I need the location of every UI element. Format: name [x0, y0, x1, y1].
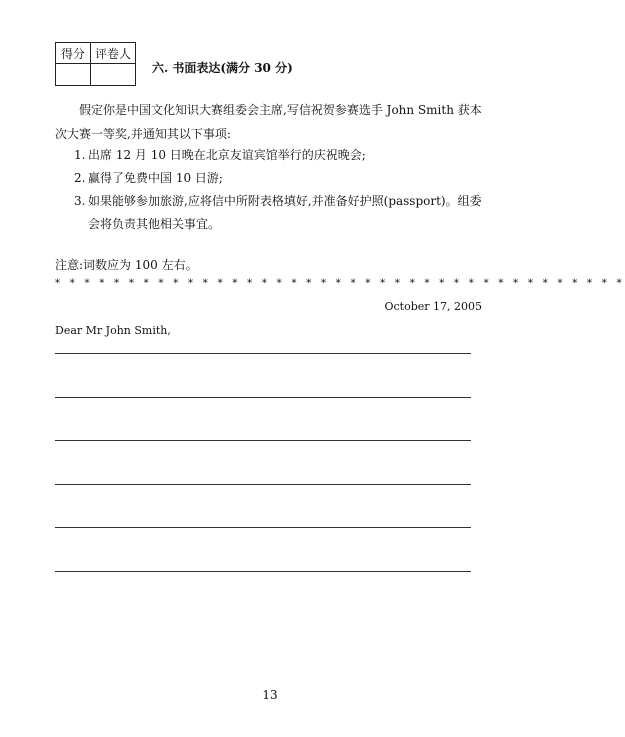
letter-greeting: Dear Mr John Smith,: [55, 324, 171, 337]
item-number: 2.: [74, 171, 86, 185]
answer-line-1[interactable]: [55, 353, 471, 354]
section-title: 六. 书面表达(满分 30 分): [152, 61, 293, 75]
answer-line-2[interactable]: [55, 397, 471, 398]
word-count-note: 注意:词数应为 100 左右。: [55, 258, 198, 272]
answer-line-5[interactable]: [55, 527, 471, 528]
score-cell[interactable]: [56, 64, 91, 86]
list-item: [74, 167, 484, 190]
item-text: 出席 12 月 10 日晚在北京友谊宾馆举行的庆祝晚会;: [88, 148, 366, 162]
prompt-intro: 假定你是中国文化知识大赛组委会主席,写信祝贺参赛选手 John Smith 获本次大赛一等奖,并通知其以下事项:: [55, 103, 482, 141]
score-label: 得分: [56, 43, 91, 64]
letter-date: October 17, 2005: [384, 300, 482, 313]
grader-cell[interactable]: [91, 64, 136, 86]
answer-line-6[interactable]: [55, 571, 471, 572]
requirement-list: [74, 144, 484, 236]
item-number: 1.: [74, 148, 86, 162]
answer-line-3[interactable]: [55, 440, 471, 441]
answer-line-4[interactable]: [55, 484, 471, 485]
item-text: 如果能够参加旅游,应将信中所附表格填好,并准备好护照(passport)。组委会将负责其他相关事宜。: [88, 194, 482, 231]
list-item: [74, 190, 484, 236]
list-item: [74, 144, 484, 167]
item-number: 3.: [74, 194, 86, 208]
grader-label: 评卷人: [91, 43, 136, 64]
score-table: [55, 42, 136, 86]
star-separator: * * * * * * * * * * * * * * * * * * * * * * * * * * * * * * * * * * * * * * *: [55, 278, 625, 289]
item-text: 赢得了免费中国 10 日游;: [88, 171, 223, 185]
page-number: 13: [262, 688, 278, 702]
